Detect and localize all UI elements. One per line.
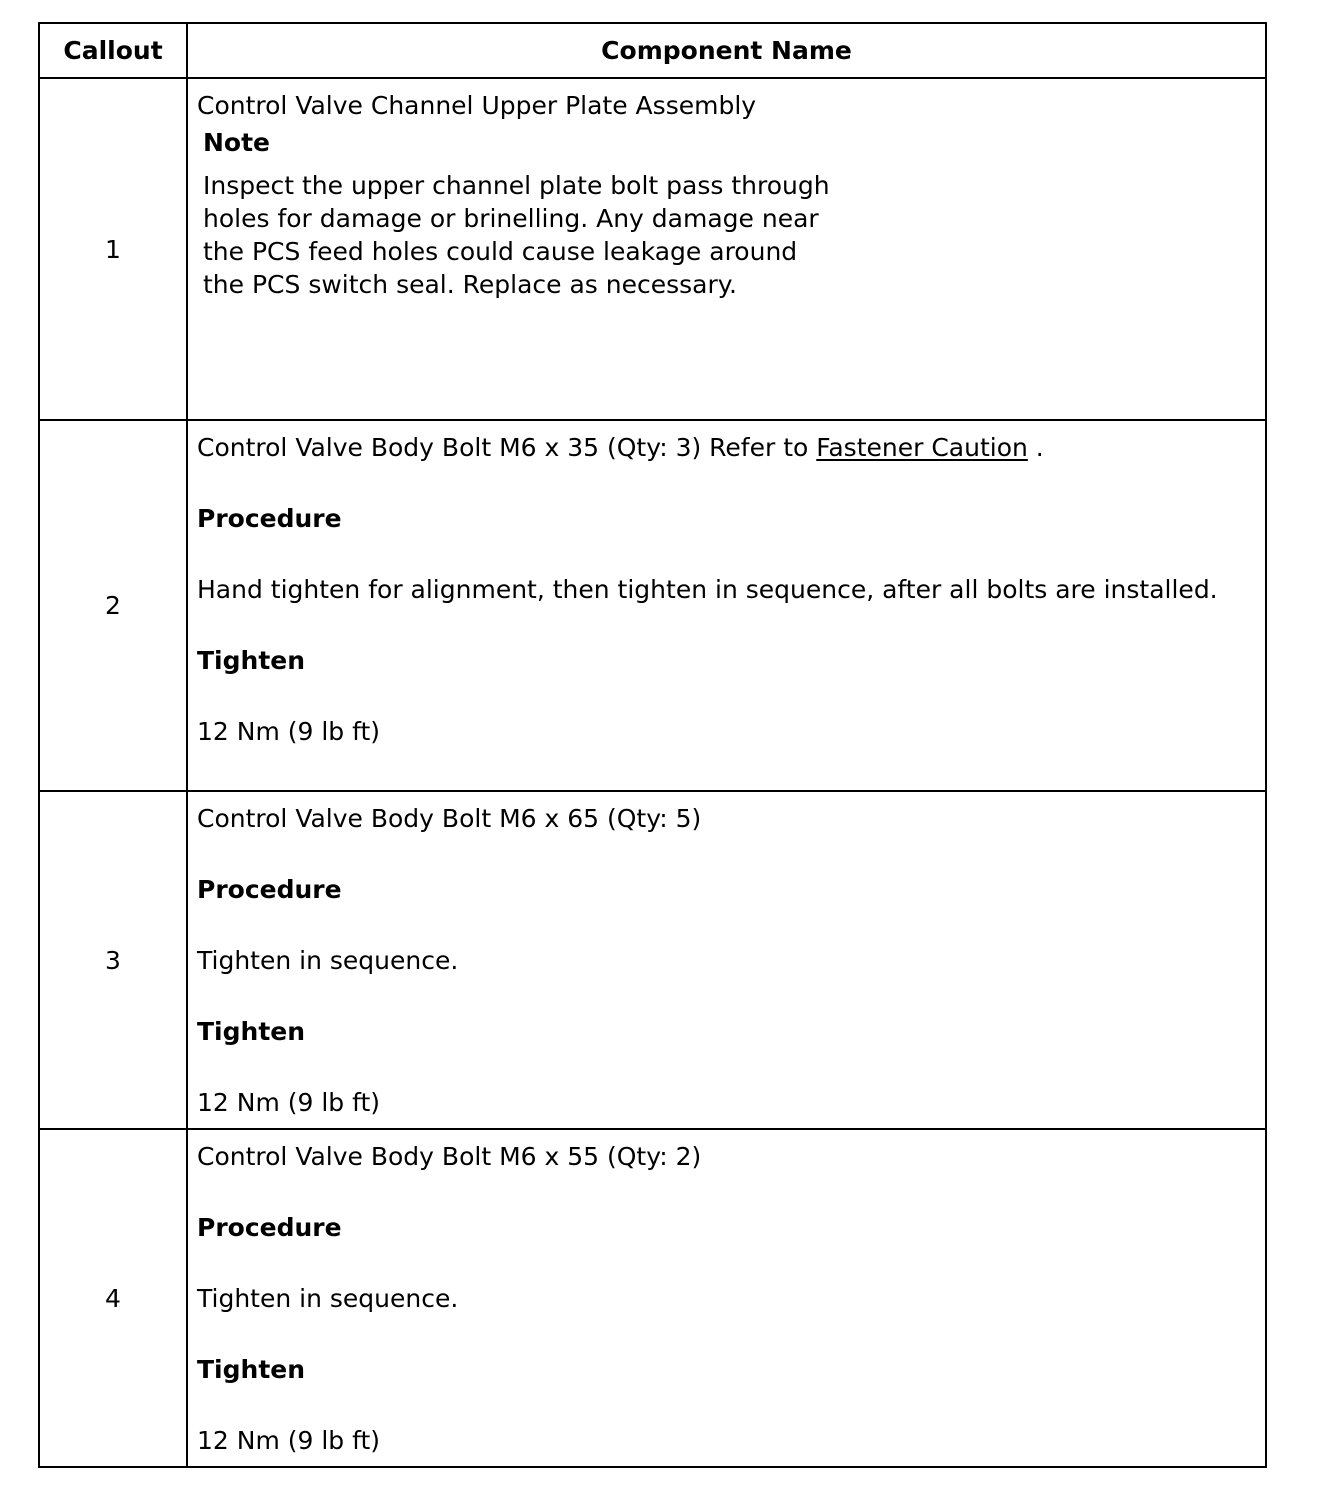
component-name-column-header: Component Name [187, 23, 1266, 78]
table-row [39, 1129, 1266, 1467]
component-cell [187, 420, 1266, 791]
component-cell [187, 791, 1266, 1129]
note-text: Inspect the upper channel plate bolt pass through holes for damage or brinelling. Any damage near the PCS feed holes could cause leakage around the PCS switch seal. Replace as necessary. [203, 171, 830, 299]
procedure-text: Hand tighten for alignment, then tighten in sequence, after all bolts are installed. [197, 575, 1218, 604]
tighten-label: Tighten [197, 1355, 306, 1384]
component-cell [187, 1129, 1266, 1467]
procedure-label: Procedure [197, 504, 342, 533]
component-name [197, 431, 1265, 464]
note-label: Note [203, 128, 271, 157]
table-header-row [39, 23, 1266, 78]
torque-value: 12 Nm (9 lb ft) [197, 1088, 381, 1117]
fastener-caution-link[interactable]: Fastener Caution [816, 433, 1028, 462]
torque-value: 12 Nm (9 lb ft) [197, 1426, 381, 1455]
callout-number: 1 [39, 78, 187, 420]
callout-number: 4 [39, 1129, 187, 1467]
table-row [39, 791, 1266, 1129]
procedure-text: Tighten in sequence. [197, 946, 459, 975]
table-row [39, 420, 1266, 791]
component-name: Control Valve Body Bolt M6 x 65 (Qty: 5) [197, 804, 702, 833]
component-name: Control Valve Body Bolt M6 x 55 (Qty: 2) [197, 1142, 702, 1171]
name-trailing-period: . [1035, 433, 1044, 462]
component-name-text: Control Valve Body Bolt M6 x 35 (Qty: 3) Refer to [197, 433, 809, 462]
component-cell [187, 78, 1266, 420]
note-block [197, 126, 1265, 301]
component-name: Control Valve Channel Upper Plate Assembly [197, 91, 757, 120]
procedure-text: Tighten in sequence. [197, 1284, 459, 1313]
torque-value: 12 Nm (9 lb ft) [197, 717, 381, 746]
tighten-label: Tighten [197, 646, 306, 675]
table-row [39, 78, 1266, 420]
callout-number: 2 [39, 420, 187, 791]
callout-column-header: Callout [39, 23, 187, 78]
callout-number: 3 [39, 791, 187, 1129]
tighten-label: Tighten [197, 1017, 306, 1046]
component-table [38, 22, 1267, 1468]
procedure-label: Procedure [197, 875, 342, 904]
procedure-label: Procedure [197, 1213, 342, 1242]
